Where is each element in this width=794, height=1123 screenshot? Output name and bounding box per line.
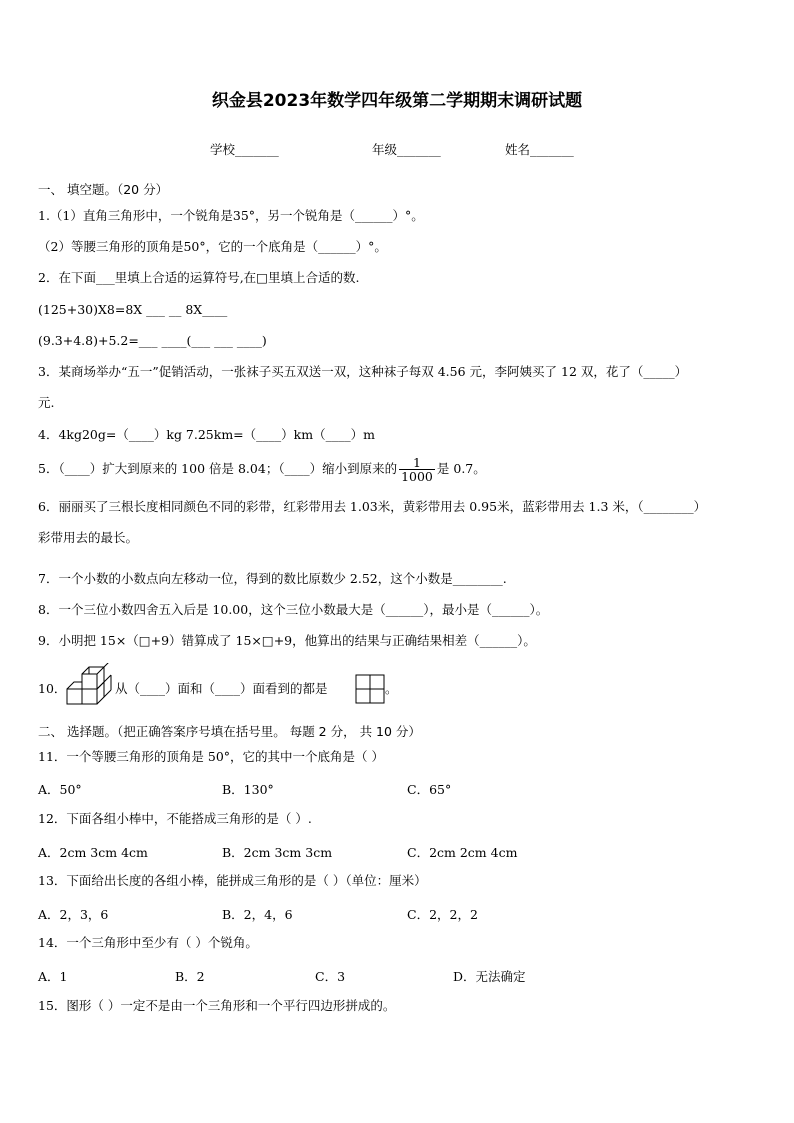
school-field: 学校_______ [210,142,279,157]
section-fill-in-heading: 一、 填空题。（20 分） [38,182,169,197]
question-6b: 彩带用去的最长。 [38,530,139,545]
question-1a: 1.（1）直角三角形中，一个锐角是35°，另一个锐角是（______）°。 [38,208,424,223]
q13-option-c: C．2，2，2 [407,907,478,922]
name-field: 姓名_______ [505,142,574,157]
question-9: 9．小明把 15×（□+9）错算成了 15×□+9，他算出的结果与正确结果相差（______）。 [38,633,536,648]
question-2: 2．在下面___里填上合适的运算符号,在□里填上合适的数. [38,270,360,285]
grade-field: 年级_______ [372,142,441,157]
question-10-end: 。 [385,681,398,696]
q13-option-a: A．2，3，6 [38,907,109,922]
question-10-text: 从（____）面和（____）面看到的都是 [115,681,328,696]
question-8: 8．一个三位小数四舍五入后是 10.00，这个三位小数最大是（______），最小是（______）。 [38,602,549,617]
question-5-end: 是 0.7。 [436,461,486,476]
q12-option-a: A．2cm 3cm 4cm [38,845,148,860]
question-2a: (125+30)X8=8X ___ __ 8X____ [38,302,228,317]
question-6a: 6．丽丽买了三根长度相同颜色不同的彩带，红彩带用去 1.03米，黄彩带用去 0.95米，蓝彩带用去 1.3 米，（________） [38,499,707,514]
q12-option-c: C．2cm 2cm 4cm [407,845,518,860]
q14-option-a: A．1 [38,969,68,984]
fraction-one-thousandth [399,456,435,483]
question-13: 13．下面给出长度的各组小棒，能拼成三角形的是（ ）（单位：厘米） [38,873,427,888]
q11-option-b: B．130° [222,782,274,797]
question-5 [38,456,486,483]
fraction-denominator: 1000 [401,469,433,484]
question-15: 15．图形（ ）一定不是由一个三角形和一个平行四边形拼成的。 [38,998,396,1013]
q12-option-b: B．2cm 3cm 3cm [222,845,333,860]
question-4: 4．4kg20g=（____）kg 7.25km=（____）km（____）m [38,427,375,442]
q14-option-d: D．无法确定 [453,969,526,984]
cube-stack-figure [66,663,114,713]
question-5-text: 5．（____）扩大到原来的 100 倍是 8.04；（____）缩小到原来的 [38,461,398,476]
question-14: 14．一个三角形中至少有（ ）个锐角。 [38,935,258,950]
question-7: 7．一个小数的小数点向左移动一位，得到的数比原数少 2.52，这个小数是________. [38,571,507,586]
section-choice-heading: 二、 选择题。（把正确答案序号填在括号里。 每题 2 分， 共 10 分） [38,724,421,739]
question-3b: 元. [38,395,55,410]
question-1b: （2）等腰三角形的顶角是50°，它的一个底角是（______）°。 [38,239,387,254]
four-square-grid-figure [355,674,385,704]
q14-option-c: C．3 [315,969,346,984]
q14-option-b: B．2 [175,969,205,984]
question-3a: 3．某商场举办“五一”促销活动，一张袜子买五双送一双，这种袜子每双 4.56 元，李阿姨买了 12 双，花了（_____） [38,364,688,379]
question-11: 11．一个等腰三角形的顶角是 50°，它的其中一个底角是（ ） [38,749,385,764]
q11-option-c: C．65° [407,782,452,797]
q11-option-a: A．50° [38,782,82,797]
fraction-numerator: 1 [399,456,435,470]
question-12: 12．下面各组小棒中，不能搭成三角形的是（ ）. [38,811,312,826]
question-2b: (9.3+4.8)+5.2=___ ____(___ ___ ____) [38,333,267,348]
q13-option-b: B．2，4，6 [222,907,293,922]
page-title: 织金县2023年数学四年级第二学期期末调研试题 [211,91,583,111]
question-10-number: 10． [38,681,67,696]
